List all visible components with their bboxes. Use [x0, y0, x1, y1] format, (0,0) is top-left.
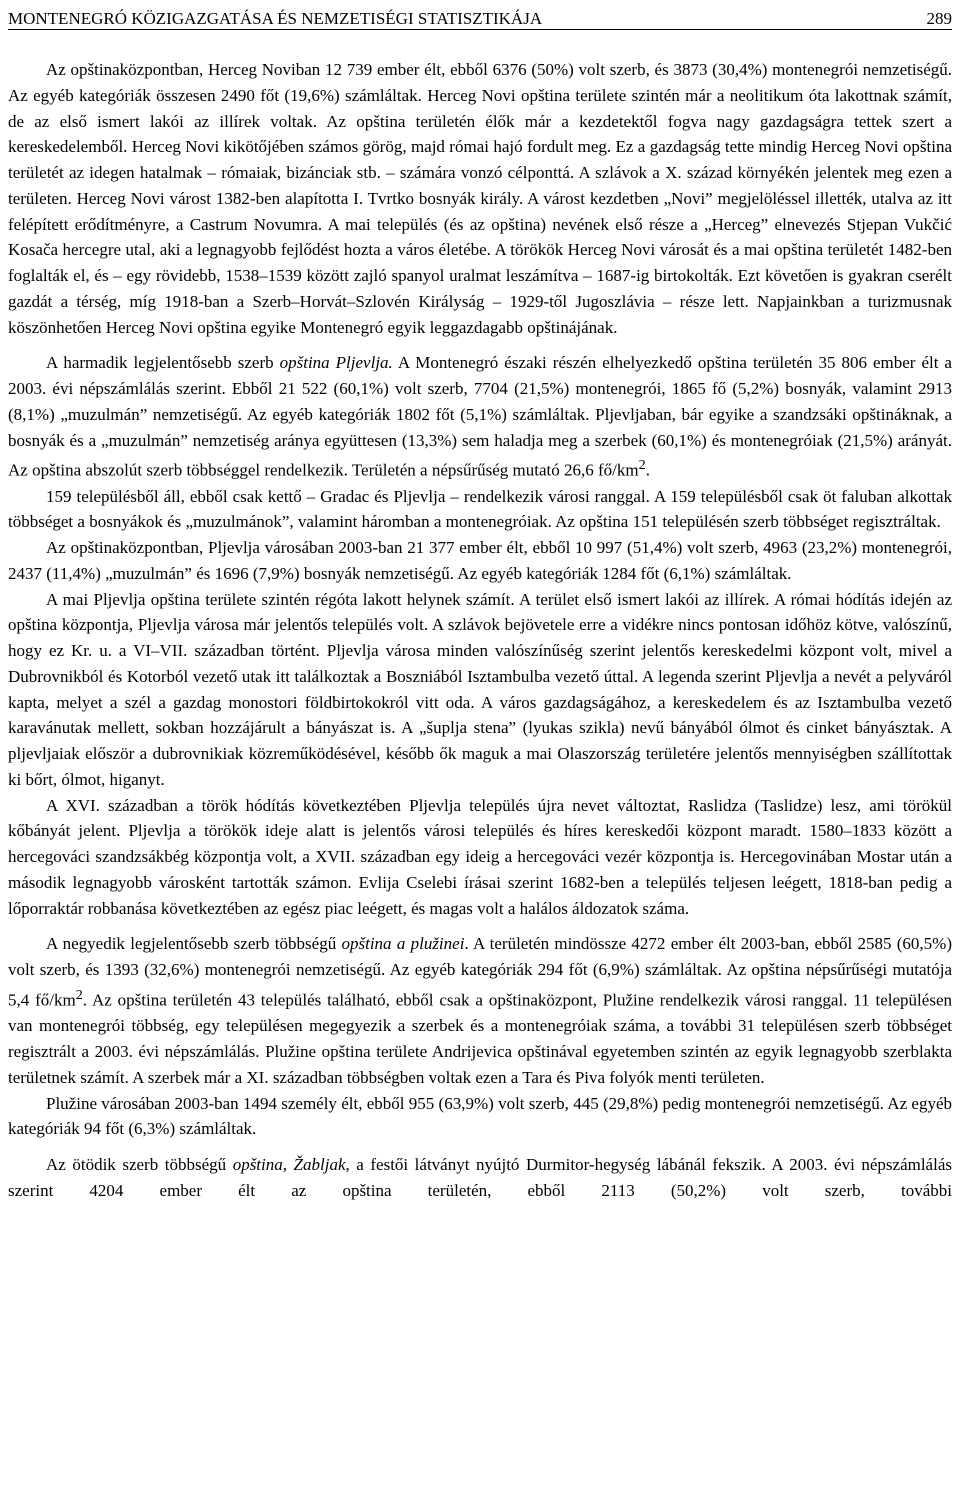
text-run: Plužine városában 2003-ban 1494 személy élt, ebből 955 (63,9%) volt szerb, 445 (29,8%) pedig montenegrói nemzetiségű. Az egyéb kategóriák 94 főt (6,3%) számláltak. — [8, 1093, 952, 1139]
text-run: , a festői látványt nyújtó Durmitor-hegység lábánál fekszik. A 2003. évi népszámlálás szerint 4204 ember élt az opština területén, ebből 2113 (50,2%) volt szerb, további — [8, 1155, 952, 1200]
text-run: Az opštinaközpontban, Herceg Noviban 12 739 ember élt, ebből 6376 (50%) volt szerb, és 3873 (30,4%) montenegrói nemzetiségű. Az egyéb kategóriák összesen 2490 főt (19,6%) számláltak. Herceg Novi opština területe szintén már a neolitikum óta lakottnak számít, de az első ismert lakói az illírek voltak. Az opština területén élők már a kezdetektől fogva nagy gazdagságra tettek szert a kereskedelemből. Herceg Novi kikötőjében számos görög, majd római hajó fordult meg. Ez a gazdagság tette mindig Herceg Novi opština területét az idegen hatalmak – rómaiak, bizánciak stb. – számára vonzó célponttá. A szlávok a X. század környékén jelentek meg ezen a területen. Herceg Novi várost 1382-ben alapította I. Tvrtko bosnyák király. A várost kezdetben „Novi” megjelöléssel illették, utalva az itt felépített erődítményre, a Castrum Novumra. A mai település (és az opština) nevének első része a „Herceg” elnevezés Stjepan Vukčić Kosača hercegre utal, aki a legnagyobb fejlődést hozta a város életébe. A törökök Herceg Novi városát és a mai opština területét 1482-ben foglalták el, és – egy rövidebb, 1538–1539 között zajló spanyol uralmat leszámítva – 1687-ig birtokolták. Ezt követően is gyakran cserélt gazdát a térség, míg 1918-ban a Szerb–Horvát–Szlovén Királyság – 1929-től Jugoszlávia – része lett. Napjainkban a turizmusnak köszönhetően Herceg Novi opština egyike Montenegró egyik leggazdagabb opštinájának. — [8, 60, 952, 337]
text-run: . A területén mindössze 4272 ember élt 2003-ban, ebből 2585 (60,5%) volt szerb, és 1393 (32,6%) montenegrói nemzetiségű. Az egyéb kategóriák 294 főt (6,9%) számláltak. Az opština népsűrűségi mutatója 5,4 fő/km — [8, 934, 952, 1010]
paragraph — [8, 587, 952, 793]
superscript: 2 — [75, 986, 83, 1003]
body-text — [8, 30, 952, 1204]
text-run: . — [645, 460, 650, 480]
italic-text: opština Pljevlja. — [279, 353, 393, 373]
paragraph — [8, 1152, 952, 1204]
paragraph — [8, 793, 952, 922]
text-run: A XVI. században a török hódítás következtében Pljevlja település újra nevet változtat, Raslidza (Taslidze) lesz, ami törökül kőbányát jelent. Pljevlja a törökök ideje alatt is jelentős városi település és híres kereskedői központ maradt. 1580–1833 között a hercegováci szandzsákbég központja volt, a XVII. században egy ideig a hercegováci vezér központja is. Hercegovinában Mostar után a második legnagyobb városként tartották számon. Evlija Cselebi írásai szerint 1682-ben a település teljesen leégett, 1818-ban pedig a lőporraktár robbanása következtében az egész piac leégett, és magas volt a halálos áldozatok száma. — [8, 795, 952, 918]
paragraph — [8, 535, 952, 587]
italic-text: opština a plužinei — [341, 934, 465, 954]
paragraph — [8, 484, 952, 536]
italic-text: opština, Žabljak — [232, 1155, 346, 1175]
running-header — [8, 0, 952, 30]
text-run: A negyedik legjelentősebb szerb többségű — [46, 934, 342, 954]
paragraph — [8, 350, 952, 483]
text-run: A harmadik legjelentősebb szerb — [46, 353, 280, 373]
text-run: A mai Pljevlja opština területe szintén régóta lakott helynek számít. A terület első ismert lakói az illírek. A római hódítás idején az opština központja, Pljevlja városa már jelentős település volt. A szlávok bejövetele erre a vidékre nincs pontosan időhöz kötve, valószínű, hogy ez Kr. u. a VI–VII. században történt. Pljevlja városa minden valószínűség szerint jelentős kereskedelmi központ volt, mivel a Dubrovnikból és Kotorból vezető utak itt találkoztak a Boszniából Isztambulba vezető úttal. A legenda szerint Pljevlja a nevét a pelyváról kapta, melyet a szél a gazdag monostori földbirtokokról vitt oda. A város gazdagságához, a kereskedelem és az Isztambulba vezető karavánutak mellett, sokban hozzájárult a bányászat is. A „šuplja stena” (lyukas szikla) nevű bányából ólmot és cinket bányásztak. A pljevljaiak először a dubrovnikiak közreműködésével, később ők maguk a mai Olaszország területére jelentős mennyiségben szállítottak ki bőrt, ólmot, higanyt. — [8, 589, 952, 789]
header-title: MONTENEGRÓ KÖZIGAZGATÁSA ÉS NEMZETISÉGI STATISZTIKÁJA — [8, 9, 543, 28]
paragraph — [8, 57, 952, 340]
text-run: Az opštinaközpontban, Pljevlja városában 2003-ban 21 377 ember élt, ebből 10 997 (51,4%) volt szerb, 4963 (23,2%) montenegrói, 2437 (11,4%) „muzulmán” és 1696 (7,9%) bosnyák nemzetiségű. Az egyéb kategóriák 1284 főt (6,1%) számláltak. — [8, 538, 952, 583]
paragraph — [8, 931, 952, 1090]
text-run: 159 településből áll, ebből csak kettő – Gradac és Pljevlja – rendelkezik városi ranggal. A 159 településből csak öt faluban alkottak többséget a bosnyákok és „muzulmánok”, valamint háromban a montenegróiak. Az opština 151 településén szerb többséget regisztráltak. — [8, 486, 952, 532]
page-number: 289 — [926, 9, 952, 28]
text-run: A Montenegró északi részén elhelyezkedő opština területén 35 806 ember élt a 2003. évi népszámlálás szerint. Ebből 21 522 (60,1%) volt szerb, 7704 (21,5%) montenegrói, 1865 fő (5,2%) bosnyák, valamint 2913 (8,1%) „muzulmán” nemzetiségű. Az egyéb kategóriák 1802 főt (5,1%) számláltak. Pljevljaban, bár egyike a szandzsáki opštináknak, a bosnyák és a „muzulmán” nemzetiség aránya együttesen (13,3%) sem haladja meg a szerbek (60,1%) és montenegróiak (21,5%) arányát. Az opština abszolút szerb többséggel rendelkezik. Területén a népsűrűség mutató 26,6 fő/km — [8, 353, 952, 480]
text-run: . Az opština területén 43 település található, ebből csak a opštinaközpont, Plužine rendelkezik városi ranggal. 11 településen van montenegrói többség, egy településen megegyezik a szerbek és a montenegróiak száma, a további 31 településen szerb többséget regisztrált a 2003. évi népszámlálás. Plužine opština területe Andrijevica opštinával egyetemben szintén az egyik legnagyobb szerblakta területnek számít. A szerbek már a XI. században többségben voltak ezen a Tara és Piva folyók menti területen. — [8, 990, 952, 1087]
text-run: Az ötödik szerb többségű — [46, 1155, 233, 1175]
paragraph — [8, 1091, 952, 1143]
superscript: 2 — [638, 457, 646, 474]
